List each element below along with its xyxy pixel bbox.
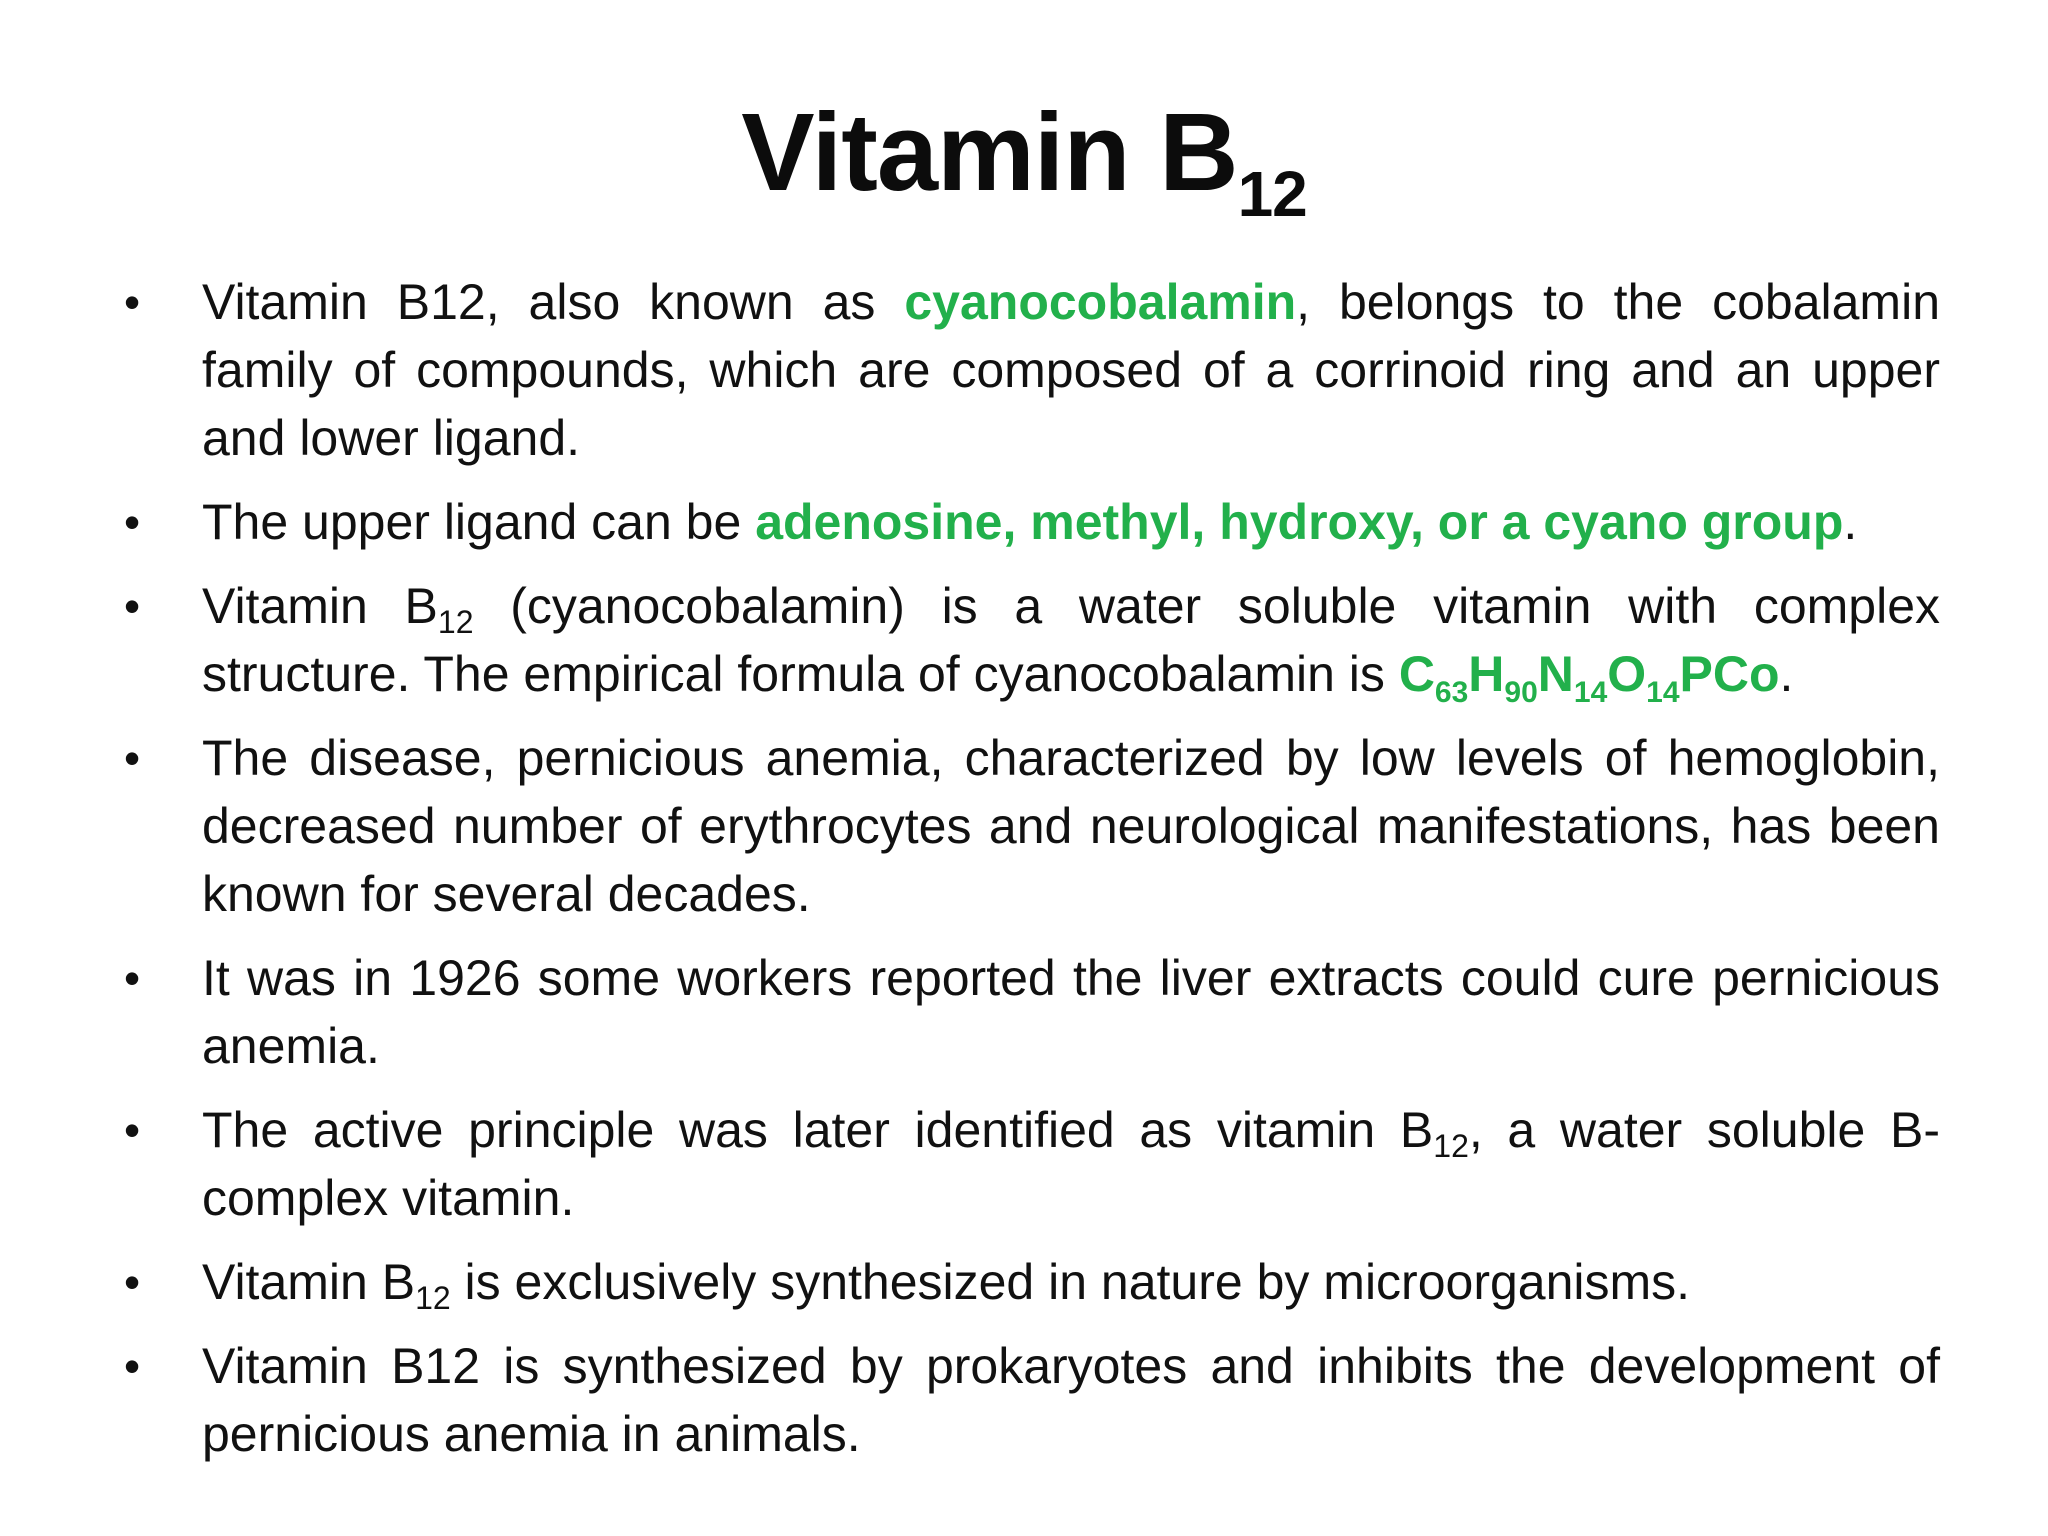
bullet-text: Vitamin B [202, 1254, 416, 1310]
formula-element: N [1537, 646, 1574, 702]
formula-element: PCo [1679, 646, 1780, 702]
formula-element: O [1607, 646, 1647, 702]
bullet-text: . [1843, 494, 1858, 550]
highlight-term: cyanocobalamin [904, 274, 1297, 330]
subscript: 12 [1433, 1128, 1469, 1164]
formula-subscript: 14 [1573, 676, 1608, 709]
bullet-item [120, 724, 1940, 928]
subscript: 12 [415, 1280, 451, 1316]
formula-element: H [1468, 646, 1505, 702]
bullet-item [120, 268, 1940, 472]
bullet-item [120, 1096, 1940, 1232]
bullet-dot-icon: • [124, 580, 141, 632]
empirical-formula [1398, 646, 1780, 709]
bullet-text: Vitamin B12, also known as [202, 274, 905, 330]
bullet-text: Vitamin B12 is synthesized by prokaryotes and inhibits the development of pernicious anemia in animals. [202, 1338, 1940, 1462]
formula-element: C [1398, 646, 1435, 702]
bullet-dot-icon: • [124, 732, 141, 784]
bullet-dot-icon: • [124, 1104, 141, 1156]
bullet-item [120, 1248, 1940, 1316]
bullet-dot-icon: • [124, 1340, 141, 1392]
title-text: Vitamin B [741, 91, 1238, 214]
bullet-text: , a water soluble B-complex vitamin. [202, 1102, 1940, 1226]
bullet-text: Vitamin B [202, 578, 438, 634]
bullet-text: The disease, pernicious anemia, characterized by low levels of hemoglobin, decreased number of erythrocytes and neurological manifestations, has been known for several decades. [202, 730, 1940, 922]
bullet-item [120, 488, 1940, 556]
bullet-dot-icon: • [124, 1256, 141, 1308]
bullet-dot-icon: • [124, 496, 141, 548]
bullet-text: (cyanocobalamin) is a water soluble vitamin with complex structure. The empirical formula of cyanocobalamin is [202, 578, 1941, 702]
formula-subscript: 14 [1646, 676, 1680, 709]
bullet-item [120, 1332, 1940, 1468]
title-subscript: 12 [1237, 158, 1307, 230]
bullet-dot-icon: • [124, 276, 141, 328]
bullet-item [120, 572, 1940, 708]
bullet-text: The upper ligand can be [202, 494, 756, 550]
bullet-text: It was in 1926 some workers reported the liver extracts could cure pernicious anemia. [202, 950, 1940, 1074]
bullet-dot-icon: • [124, 952, 141, 1004]
bullet-list [120, 268, 1940, 1484]
slide-title [0, 91, 2048, 230]
bullet-item [120, 944, 1940, 1080]
bullet-text: . [1779, 646, 1794, 702]
bullet-text: The active principle was later identified as vitamin B [202, 1102, 1434, 1158]
formula-subscript: 63 [1434, 676, 1469, 709]
formula-subscript: 90 [1504, 676, 1538, 709]
subscript: 12 [437, 604, 474, 640]
highlight-term: adenosine, methyl, hydroxy, or a cyano group [755, 494, 1844, 550]
bullet-text: , belongs to the cobalamin family of compounds, which are composed of a corrinoid ring and an upper and lower ligand. [202, 274, 1940, 466]
bullet-text: is exclusively synthesized in nature by microorganisms. [450, 1254, 1691, 1310]
